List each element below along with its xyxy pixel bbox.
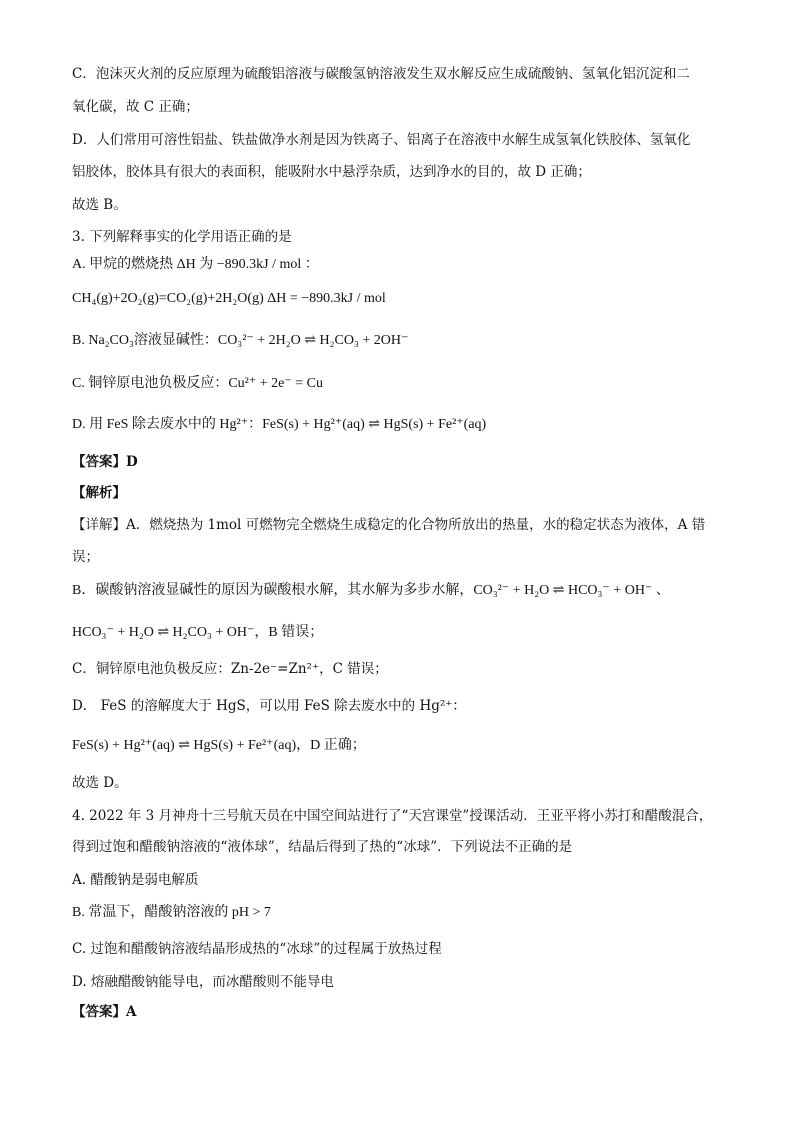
- q4-option-b: B. 常温下，醋酸钠溶液的 pH > 7: [72, 905, 271, 920]
- answer-label: 【答案】D: [72, 454, 138, 470]
- option-a-equation: CH₄(g)+2O₂(g)=CO₂(g)+2H₂O(g) ΔH = −890.3kJ / mol: [72, 291, 386, 306]
- detail-d: D． FeS 的溶解度大于 HgS，可以用 FeS 除去废水中的 Hg²⁺：: [72, 698, 466, 714]
- analysis-label: 【解析】: [72, 485, 126, 501]
- choose-d: 故选 D。: [72, 775, 128, 791]
- option-d: D. 用 FeS 除去废水中的 Hg²⁺：FeS(s) + Hg²⁺(aq) ⇌ HgS(s) + Fe²⁺(aq): [72, 417, 487, 432]
- question-3-stem: 3. 下列解释事实的化学用语正确的是: [72, 229, 292, 245]
- q4-option-d: D. 熔融醋酸钠能导电，而冰醋酸则不能导电: [72, 974, 334, 990]
- q4-option-a: A. 醋酸钠是弱电解质: [72, 872, 199, 888]
- line-04: 铝胶体，胶体具有很大的表面积，能吸附水中悬浮杂质，达到净水的目的，故 D 正确；: [72, 164, 591, 180]
- line-02: 氧化碳，故 C 正确；: [72, 99, 199, 115]
- line-03: D．人们常用可溶性铝盐、铁盐做净水剂是因为铁离子、铝离子在溶液中水解生成氢氧化铁胶体、氢氧化: [72, 132, 691, 148]
- detail-a: 【详解】A．燃烧热为 1mol 可燃物完全燃烧生成稳定的化合物所放出的热量，水的稳定状态为液体，A 错: [72, 517, 706, 533]
- detail-c: C．铜锌原电池负极反应：Zn-2e⁻=Zn²⁺，C 错误；: [72, 661, 388, 677]
- question-4-stem: 4. 2022 年 3 月神舟十三号航天员在中国空间站进行了“天宫课堂”授课活动．王亚平将小苏打和醋酸混合，: [72, 808, 713, 824]
- detail-d-equation: FeS(s) + Hg²⁺(aq) ⇌ HgS(s) + Fe²⁺(aq)，D 正确；: [72, 738, 366, 753]
- line-01: C．泡沫灭火剂的反应原理为硫酸铝溶液与碳酸氢钠溶液发生双水解反应生成硫酸钠、氢氧化铝沉淀和二: [72, 66, 690, 82]
- option-b: B. Na₂CO₃溶液显碱性：CO₃²⁻ + 2H₂O ⇌ H₂CO₃ + 2OH⁻: [72, 333, 409, 348]
- detail-a-cont: 误；: [72, 549, 99, 565]
- detail-b-equation: HCO₃⁻ + H₂O ⇌ H₂CO₃ + OH⁻，B 错误；: [72, 625, 324, 640]
- option-a: A. 甲烷的燃烧热 ΔH 为 −890.3kJ / mol ：: [72, 257, 319, 272]
- q4-option-c: C. 过饱和醋酸钠溶液结晶形成热的“冰球”的过程属于放热过程: [72, 941, 442, 957]
- detail-b: B．碳酸钠溶液显碱性的原因为碳酸根水解，其水解为多步水解，CO₃²⁻ + H₂O ⇌ HCO₃⁻ + OH⁻ 、: [72, 583, 670, 598]
- line-05: 故选 B。: [72, 197, 127, 213]
- question-4-stem-cont: 得到过饱和醋酸钠溶液的“液体球”，结晶后得到了热的“冰球”．下列说法不正确的是: [72, 839, 573, 855]
- option-c: C. 铜锌原电池负极反应：Cu²⁺ + 2e⁻ = Cu: [72, 376, 323, 391]
- q4-answer-label: 【答案】A: [72, 1004, 137, 1020]
